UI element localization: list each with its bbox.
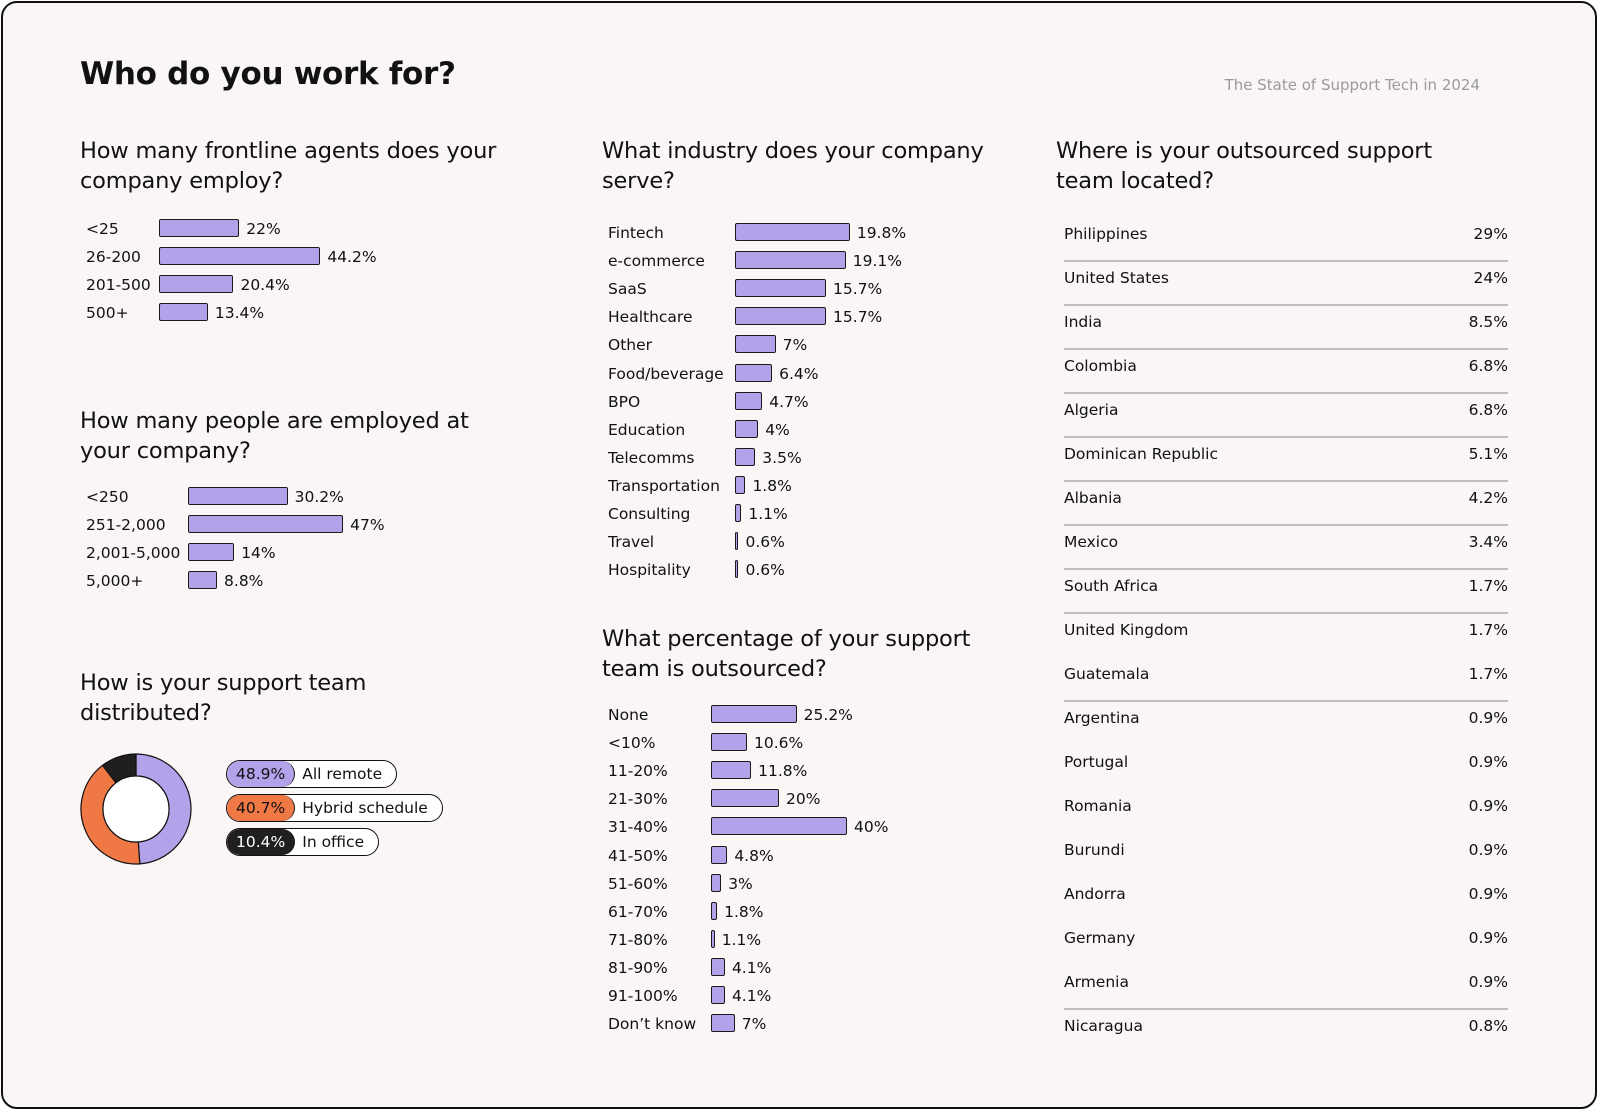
outsourced-category-label: None [608,706,649,724]
industry-category-label: SaaS [608,280,647,299]
industry-value-label: 1.8% [752,476,792,495]
location-country: Argentina [1064,709,1140,727]
outsourced-bar-row [608,760,1008,782]
legend-all-remote-value: 48.9% [227,761,295,787]
legend-hybrid-schedule-label: Hybrid schedule [302,799,428,817]
industry-bar [735,420,758,438]
location-country: Germany [1064,929,1136,947]
location-country: Armenia [1064,973,1129,991]
industry-bar [735,392,762,410]
legend-all-remote-label: All remote [302,765,383,783]
agents-bar [159,247,320,265]
industry-value-label: 19.1% [852,252,903,271]
location-percentage: 0.9% [1468,929,1508,947]
industry-bar-row [608,447,1008,469]
location-country: Dominican Republic [1064,445,1218,463]
industry-bar [735,560,738,578]
outsourced-value-label: 40% [854,818,889,837]
location-percentage: 3.4% [1468,533,1508,551]
industry-category-label: Telecomms [608,448,695,467]
location-country: Portugal [1064,753,1129,771]
location-row [1064,834,1508,878]
employees-value-label: 8.8% [224,572,264,590]
employees-category-label: 2,001-5,000 [86,544,181,562]
industry-bar-row [608,306,1008,328]
location-country: United States [1064,269,1169,287]
outsourced-value-label: 11.8% [758,762,808,781]
agents-bar-row [86,274,506,296]
industry-value-label: 15.7% [833,280,883,299]
location-country: Colombia [1064,357,1137,375]
location-country: Burundi [1064,841,1125,859]
industry-bar [735,504,741,522]
employees-value-label: 14% [241,544,276,562]
agents-value-label: 13.4% [214,304,265,322]
outsourced-category-label: 81-90% [608,958,668,977]
employees-category-label: 5,000+ [86,572,144,590]
outsourced-category-label: 51-60% [608,874,668,893]
location-percentage: 0.9% [1468,885,1508,903]
agents-bar [159,303,208,321]
outsourced-bar [711,1014,735,1032]
location-row [1064,966,1508,1010]
location-percentage: 4.2% [1468,489,1508,507]
location-percentage: 1.7% [1468,577,1508,595]
location-row [1064,570,1508,614]
industry-category-label: Consulting [608,505,691,523]
employees-category-label: <250 [86,488,129,506]
legend-in-office-label: In office [302,833,365,851]
location-row [1064,658,1508,702]
industry-bar-row [608,419,1008,441]
location-country: South Africa [1064,577,1159,595]
employees-bar-row [86,514,506,536]
location-question-title: Where is your outsourced support team located? [1056,138,1432,194]
outsourced-bar-row [608,957,1008,979]
location-percentage: 24% [1473,269,1508,287]
employees-bar-row [86,486,506,508]
outsourced-category-label: 41-50% [608,846,668,865]
industry-value-label: 1.1% [748,505,788,523]
location-country: Guatemala [1064,665,1150,683]
outsourced-value-label: 1.1% [721,930,762,949]
outsourced-category-label: <10% [608,734,656,753]
location-percentage: 0.8% [1468,1017,1508,1035]
industry-bar [735,251,846,269]
location-percentage: 6.8% [1468,401,1508,419]
location-percentage: 0.9% [1468,753,1508,771]
employees-value-label: 47% [350,516,385,534]
outsourced-bar-row [608,985,1008,1007]
agents-bar [159,275,233,293]
agents-value-label: 20.4% [240,276,290,294]
location-country: Mexico [1064,533,1119,551]
industry-bar-row [608,559,1008,581]
industry-category-label: e-commerce [608,252,705,271]
industry-bar [735,476,745,494]
industry-bar-row [608,250,1008,272]
industry-bar [735,532,738,550]
agents-bar-row [86,218,506,240]
industry-value-label: 4% [765,420,790,439]
industry-bar-row [608,531,1008,553]
outsourced-value-label: 1.8% [724,902,764,921]
employees-bar [188,543,234,561]
brand-caption: The State of Support Tech in 2024 [1224,76,1480,94]
page-title: Who do you work for? [80,56,456,92]
location-row [1064,702,1508,746]
industry-value-label: 4.7% [769,392,809,411]
outsourced-bar [711,733,747,751]
agents-category-label: 500+ [86,304,129,322]
employees-bar-row [86,570,506,592]
industry-bar [735,448,755,466]
legend-in-office [226,828,379,856]
location-table [1064,218,1508,1054]
location-country: Philippines [1064,225,1148,243]
location-percentage: 29% [1473,225,1508,243]
outsourced-bar [711,958,725,976]
location-row [1064,438,1508,482]
outsourced-value-label: 25.2% [803,706,853,724]
location-row [1064,1010,1508,1054]
outsourced-value-label: 4.1% [731,987,772,1005]
outsourced-value-label: 7% [741,1015,767,1034]
outsourced-bar-row [608,1013,1008,1035]
industry-value-label: 3.5% [762,448,802,467]
industry-category-label: Healthcare [608,308,693,327]
agents-bar-row [86,246,506,268]
location-percentage: 0.9% [1468,797,1508,815]
outsourced-bar [711,761,751,779]
distribution-donut-chart [79,752,193,866]
industry-bar-chart [608,222,1008,582]
outsourced-bar [711,986,725,1004]
agents-value-label: 22% [246,220,281,238]
industry-bar-row [608,222,1008,244]
industry-bar-row [608,363,1008,385]
industry-bar-row [608,391,1008,413]
location-percentage: 0.9% [1468,973,1508,991]
outsourced-category-label: 71-80% [608,930,668,949]
industry-bar [735,223,850,241]
location-country: India [1064,313,1103,331]
outsourced-category-label: Don’t know [608,1015,697,1034]
outsourced-value-label: 4.1% [731,958,772,977]
location-country: Albania [1064,489,1122,507]
agents-category-label: 201-500 [86,276,151,294]
industry-bar [735,307,826,325]
industry-bar-row [608,475,1008,497]
industry-bar-row [608,278,1008,300]
location-row [1064,526,1508,570]
location-row [1064,394,1508,438]
outsourced-bar [711,817,847,835]
employees-value-label: 30.2% [294,488,344,506]
outsourced-bar-row [608,816,1008,838]
industry-value-label: 19.8% [856,224,907,242]
agents-value-label: 44.2% [327,248,377,266]
industry-value-label: 15.7% [833,308,883,327]
location-row [1064,218,1508,262]
outsourced-value-label: 20% [786,790,821,809]
legend-hybrid-schedule [226,794,443,822]
outsourced-category-label: 61-70% [608,902,668,921]
donut-hole [103,776,169,842]
employees-question-title: How many people are employed at your company? [80,408,469,464]
outsourced-bar-row [608,845,1008,867]
employees-bar [188,571,217,589]
legend-all-remote [226,760,397,788]
location-country: Nicaragua [1064,1017,1143,1035]
industry-bar-row [608,503,1008,525]
location-percentage: 0.9% [1468,841,1508,859]
employees-bar [188,515,343,533]
outsourced-bar-row [608,929,1008,951]
location-percentage: 0.9% [1468,709,1508,727]
outsourced-bar [711,789,779,807]
outsourced-bar-row [608,732,1008,754]
agents-bar-row [86,302,506,324]
industry-category-label: Transportation [608,476,720,495]
legend-in-office-value: 10.4% [227,829,295,855]
industry-question-title: What industry does your company serve? [602,138,984,194]
industry-category-label: Hospitality [608,561,691,580]
employees-bar-row [86,542,506,564]
outsourced-value-label: 10.6% [754,734,804,753]
distribution-question-title: How is your support team distributed? [80,670,367,726]
location-row [1064,262,1508,306]
industry-value-label: 7% [782,336,808,355]
outsourced-bar [711,846,727,864]
industry-category-label: Fintech [608,224,664,242]
location-country: United Kingdom [1064,621,1189,639]
industry-bar [735,335,776,353]
location-row [1064,790,1508,834]
legend-hybrid-schedule-value: 40.7% [227,795,295,821]
agents-bar-chart [86,218,506,330]
outsourced-bar [711,902,717,920]
industry-category-label: Travel [608,533,655,552]
industry-bar [735,364,772,382]
location-row [1064,922,1508,966]
industry-value-label: 0.6% [745,533,785,552]
location-country: Algeria [1064,401,1119,419]
location-country: Andorra [1064,885,1126,903]
employees-bar-chart [86,486,506,598]
outsourced-bar [711,705,797,723]
agents-category-label: 26-200 [86,248,141,266]
outsourced-bar-row [608,901,1008,923]
industry-category-label: Education [608,420,686,439]
location-row [1064,614,1508,658]
employees-category-label: 251-2,000 [86,516,166,534]
outsourced-bar [711,874,721,892]
outsourced-value-label: 3% [728,874,753,893]
industry-bar [735,279,826,297]
outsourced-category-label: 31-40% [608,818,668,837]
outsourced-bar-row [608,788,1008,810]
location-percentage: 6.8% [1468,357,1508,375]
location-row [1064,482,1508,526]
employees-bar [188,487,288,505]
outsourced-category-label: 21-30% [608,790,668,809]
industry-bar-row [608,334,1008,356]
industry-value-label: 6.4% [779,364,819,383]
location-row [1064,746,1508,790]
outsourced-category-label: 91-100% [608,987,678,1005]
location-percentage: 5.1% [1468,445,1508,463]
outsourced-category-label: 11-20% [608,762,668,781]
outsourced-bar [711,930,715,948]
location-row [1064,350,1508,394]
agents-bar [159,219,239,237]
location-row [1064,878,1508,922]
industry-category-label: Food/beverage [608,364,724,383]
agents-question-title: How many frontline agents does your company employ? [80,138,497,194]
location-percentage: 1.7% [1468,665,1508,683]
agents-category-label: <25 [86,220,119,238]
industry-value-label: 0.6% [745,561,785,580]
outsourced-question-title: What percentage of your support team is outsourced? [602,626,971,682]
outsourced-bar-row [608,873,1008,895]
location-percentage: 1.7% [1468,621,1508,639]
industry-category-label: BPO [608,392,641,411]
outsourced-bar-row [608,704,1008,726]
outsourced-bar-chart [608,704,1008,1044]
location-percentage: 8.5% [1468,313,1508,331]
outsourced-value-label: 4.8% [734,846,774,865]
location-row [1064,306,1508,350]
industry-category-label: Other [608,336,653,355]
location-country: Romania [1064,797,1132,815]
